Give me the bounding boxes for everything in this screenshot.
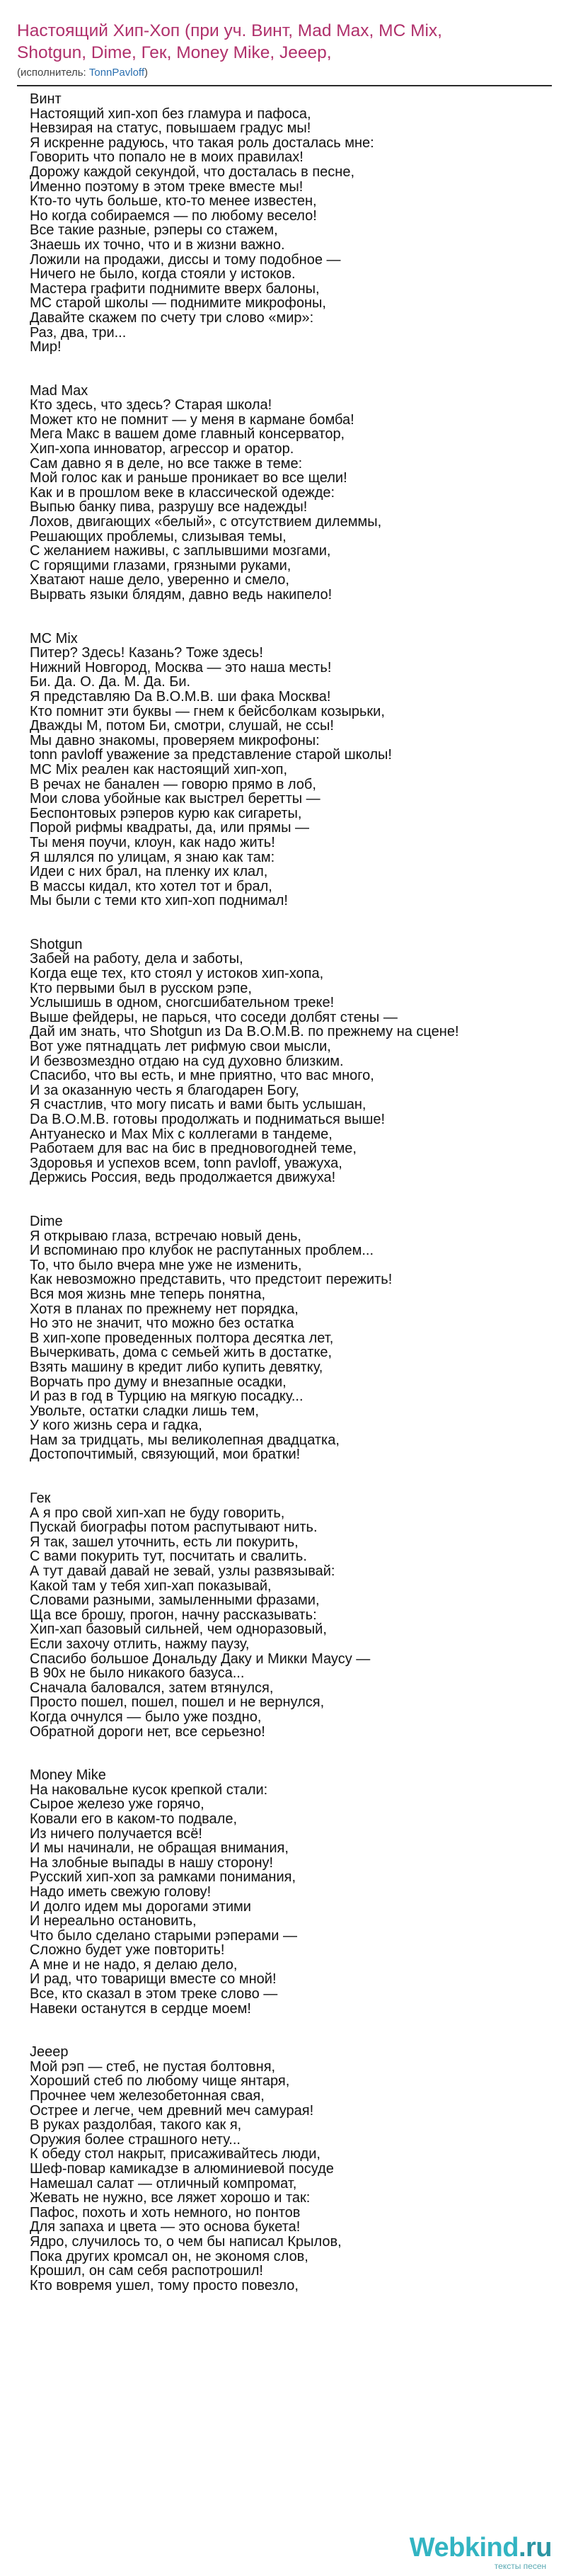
lyric-line: Хотя в планах по прежнему нет порядка,: [30, 1301, 299, 1317]
performer-link[interactable]: TonnPavloff: [88, 67, 144, 79]
lyric-line: И мы начинали, не обращая внимания,: [30, 1840, 289, 1857]
lyric-line: Сначала баловался, затем втянулся,: [30, 1680, 274, 1696]
lyric-line: Дважды М, потом Би, смотри, слушай, не ссы!: [30, 718, 334, 734]
lyric-line: И раз в год в Турцию на мягкую посадку...: [30, 1389, 304, 1405]
verse: [30, 384, 553, 603]
lyric-line: Как невозможно представить, что предстоит пережить!: [30, 1272, 393, 1288]
lyric-line: То, что было вчера мне уже не изменить,: [30, 1257, 302, 1273]
lyric-line: Сложно будет уже повторить!: [30, 1942, 225, 1959]
lyric-line: Кто помнит эти буквы — гнем к бейсболкам козырьки,: [30, 703, 385, 719]
performer-label: (исполнитель:: [17, 67, 89, 79]
lyric-line: А тут давай давай не зевай, узлы развязывай:: [30, 1563, 335, 1580]
lyric-line: Хватают наше дело, уверенно и смело,: [30, 572, 289, 588]
verse: [30, 632, 553, 908]
song-title-line-1: Настоящий Хип-Хоп (при уч. Винт, Mad Max, MC Mix,: [17, 21, 442, 40]
header-divider: [17, 85, 552, 86]
lyric-line: И за оказанную честь я благодарен Богу,: [30, 1082, 299, 1098]
lyric-line: С горящими глазами, грязными руками,: [30, 557, 291, 574]
lyric-line: Идеи с них брал, на пленку их клал,: [30, 864, 268, 880]
lyric-line: И нереально остановить,: [30, 1913, 197, 1930]
lyric-line: И долго идем мы дорогами этими: [30, 1898, 251, 1915]
lyric-line: Обратной дороги нет, все серьезно!: [30, 1723, 265, 1740]
lyric-line: Раз, два, три...: [30, 324, 127, 341]
lyric-line: МС старой школы — поднимите микрофоны,: [30, 295, 326, 312]
lyric-line: Порой рифмы квадраты, да, или прямы —: [30, 820, 310, 836]
lyric-line: Я представляю Da B.O.M.B. ши фака Москва!: [30, 688, 331, 705]
lyric-line: Я искренне радуюсь, что такая роль досталась мне:: [30, 135, 374, 151]
lyric-line: А мне и не надо, я делаю дело,: [30, 1956, 238, 1973]
lyric-line: Кто вовремя ушел, тому просто повезло,: [30, 2277, 299, 2293]
lyric-line: Взять машину в кредит либо купить девятку,: [30, 1359, 323, 1375]
lyric-line: tonn pavloff уважение за представление старой школы!: [30, 747, 392, 763]
lyric-line: Я открываю глаза, встречаю новый день,: [30, 1228, 301, 1244]
webkind-watermark: [410, 2534, 552, 2570]
lyric-line: Крошил, он сам себя распотрошил!: [30, 2263, 263, 2279]
lyric-line: Какой там у тебя хип-хап показывай,: [30, 1578, 272, 1594]
lyric-line: И вспоминаю про клубок не распутанных проблем...: [30, 1243, 374, 1259]
lyric-line: Вся моя жизнь мне теперь понятна,: [30, 1286, 266, 1302]
lyric-line: Пускай биографы потом распутывают нить.: [30, 1520, 318, 1536]
performer-info: [17, 67, 552, 79]
lyric-line: Я так, зашел уточнить, есть ли покурить,: [30, 1534, 299, 1550]
verse: [30, 1214, 553, 1462]
lyric-line: Выпью банку пива, разрушу все надежды!: [30, 499, 308, 515]
lyric-line: Держись Россия, ведь продолжается движуха!: [30, 1170, 336, 1186]
lyric-line: Выше фейдеры, не парься, что соседи долбят стены —: [30, 1009, 398, 1025]
lyric-line: Ядро, случилось то, о чем бы написал Крылов,: [30, 2233, 342, 2250]
verse-performer: Shotgun: [30, 936, 83, 952]
lyric-line: Давайте скажем по счету три слово «мир»:: [30, 309, 314, 326]
lyric-line: Нижний Новгород, Москва — это наша месть!: [30, 659, 332, 676]
lyric-line: Мир!: [30, 339, 62, 355]
lyric-line: У кого жизнь сера и гадка,: [30, 1418, 202, 1434]
lyric-line: Говорить что попало не в моих правилах!: [30, 149, 304, 166]
lyric-line: Что было сделано старыми рэперами —: [30, 1927, 298, 1944]
lyric-line: Ворчать про думу и внезапные осадки,: [30, 1374, 287, 1390]
verse-performer: Money Mike: [30, 1767, 106, 1784]
lyric-line: Дай им знать, что Shotgun из Da B.O.M.B. по прежнему на сцене!: [30, 1024, 459, 1040]
lyric-line: Ложили на продажи, диссы и тому подобное —: [30, 251, 341, 268]
lyric-line: Кто первыми был в русском рэпе,: [30, 980, 252, 996]
lyric-line: Просто пошел, пошел, пошел и не вернулся,: [30, 1694, 325, 1711]
lyric-line: Хип-хап базовый сильней, чем одноразовый,: [30, 1622, 327, 1638]
lyric-line: Увольте, остатки сладки лишь тем,: [30, 1403, 259, 1419]
lyric-line: Я шлялся по улицам, я знаю как там:: [30, 849, 275, 865]
verse: [30, 1491, 553, 1739]
lyric-line: Дорожу каждой секундой, что досталась в песне,: [30, 164, 355, 180]
lyric-line: Мои слова убойные как выстрел беретты —: [30, 791, 320, 807]
verse-performer: Гек: [30, 1491, 51, 1507]
verse-performer: Dime: [30, 1213, 63, 1229]
lyric-line: Вырвать языки блядям, давно ведь накипело!: [30, 587, 333, 603]
lyric-line: MC Mix реален как настоящий хип-хоп,: [30, 761, 288, 777]
lyric-line: В 90х не было никакого базуса...: [30, 1665, 245, 1682]
lyric-line: И рад, что товарищи вместе со мной!: [30, 1971, 277, 1988]
lyric-line: Услышишь в одном, сногсшибательном треке!: [30, 995, 335, 1011]
lyric-line: Когда очнулся — было уже поздно,: [30, 1709, 262, 1725]
lyric-line: И безвозмездно отдаю на суд духовно близким.: [30, 1053, 344, 1069]
watermark-brand: Webkind: [409, 2533, 519, 2563]
lyric-line: Нам за тридцать, мы великолепная двадцатка,: [30, 1432, 340, 1448]
song-title-line-2: Shotgun, Dime, Гек, Money Mike, Jeeep,: [17, 43, 332, 62]
lyric-line: Может кто не помнит — у меня в кармане бомба!: [30, 411, 354, 428]
lyric-line: Все такие разные, рэперы со стажем,: [30, 222, 278, 239]
lyric-line: Но это не значит, что можно без остатка: [30, 1316, 294, 1332]
lyric-line: Но когда собираемся — по любому весело!: [30, 207, 317, 224]
lyric-line: В речах не банален — говорю прямо в лоб,: [30, 776, 316, 792]
lyric-line: Здоровья и успехов всем, tonn pavloff, уважуха,: [30, 1155, 342, 1171]
lyric-line: Жевать не нужно, все ляжет хорошо и так:: [30, 2190, 311, 2206]
performer-close: ): [144, 67, 148, 79]
verse-performer: Винт: [30, 91, 62, 107]
lyric-line: Надо иметь свежую голову!: [30, 1883, 212, 1900]
verse: [30, 92, 553, 355]
lyric-line: Намешал салат — отличный компромат,: [30, 2175, 297, 2192]
lyric-line: Невзирая на статус, повышаем градус мы!: [30, 120, 311, 137]
lyric-line: С вами покурить тут, посчитать и свалить.: [30, 1549, 307, 1565]
lyric-line: Достопочтимый, связующий, мои братки!: [30, 1447, 301, 1463]
lyric-line: Антуанеско и Max Mix с коллегами в тандеме,: [30, 1126, 333, 1142]
verse-performer: Jeeep: [30, 2044, 69, 2061]
lyric-line: Мега Макс в вашем доме главный консерватор,: [30, 426, 345, 443]
watermark-logo: [410, 2534, 552, 2562]
lyric-line: Мы давно знакомы, проверяем микрофоны:: [30, 732, 320, 748]
lyric-line: Оружия более страшного нету...: [30, 2131, 241, 2148]
lyric-line: Кто-то чуть больше, кто-то менее известен,: [30, 193, 317, 210]
lyric-line: А я про свой хип-хап не буду говорить,: [30, 1505, 285, 1521]
lyric-line: Прочнее чем железобетонная свая,: [30, 2088, 265, 2104]
lyric-line: Ща все брошу, прогон, начну рассказывать:: [30, 1607, 317, 1623]
lyric-line: Сам давно я в деле, но все также в теме:: [30, 455, 303, 472]
verse: [30, 2045, 553, 2293]
lyric-line: Мастера графити поднимите вверх балоны,: [30, 280, 320, 297]
verse-performer: Mad Max: [30, 382, 88, 399]
lyric-line: Пока других кромсал он, не экономя слов,: [30, 2248, 308, 2264]
lyric-line: К обеду стол накрыт, присаживайтесь люди,: [30, 2146, 320, 2162]
lyric-line: Питер? Здесь! Казань? Тоже здесь!: [30, 645, 263, 661]
lyric-line: Спасибо большое Дональду Даку и Микки Маусу —: [30, 1651, 371, 1667]
lyric-line: Сырое железо уже горячо,: [30, 1796, 204, 1813]
lyric-line: На наковальне кусок крепкой стали:: [30, 1782, 268, 1798]
verse-performer: MC Mix: [30, 630, 78, 646]
lyric-line: Хип-хопа инноватор, агрессор и оратор.: [30, 441, 294, 457]
lyric-line: Шеф-повар камикадзе в алюминиевой посуде: [30, 2161, 334, 2177]
lyric-line: Работаем для вас на бис в предновогодней теме,: [30, 1141, 357, 1157]
lyric-line: Когда еще тех, кто стоял у истоков хип-хопа,: [30, 966, 324, 982]
lyric-line: Именно поэтому в этом треке вместе мы!: [30, 178, 304, 195]
verse: [30, 937, 553, 1185]
page-header: [17, 20, 552, 79]
lyric-line: Вот уже пятнадцать лет рифмую свои мысли,: [30, 1039, 331, 1055]
lyric-line: Вычеркивать, дома с семьей жить в достатке,: [30, 1345, 333, 1361]
lyric-line: Лохов, двигающих «белый», с отсутствием дилеммы,: [30, 514, 382, 530]
lyric-line: Хороший стеб по любому чище янтаря,: [30, 2073, 290, 2090]
lyric-line: Ты меня поучи, клоун, как надо жить!: [30, 834, 275, 850]
lyric-line: Кто здесь, что здесь? Старая школа!: [30, 397, 272, 414]
lyric-line: Мы были с теми кто хип-хоп поднимал!: [30, 893, 288, 909]
lyric-line: Забей на работу, дела и заботы,: [30, 951, 243, 967]
lyric-line: Da B.O.M.B. готовы продолжать и подниматься выше!: [30, 1112, 386, 1127]
lyric-line: Если захочу отлить, нажму паузу,: [30, 1636, 250, 1652]
lyric-line: Знаешь их точно, что и в жизни важно.: [30, 236, 285, 253]
lyric-line: Ничего не было, когда стояли у истоков.: [30, 266, 296, 283]
lyric-line: Для запаха и цвета — это основа букета!: [30, 2219, 301, 2235]
lyric-line: Пафос, похоть и хоть немного, но понтов: [30, 2204, 301, 2221]
lyric-line: В хип-хопе проведенных полтора десятка лет,: [30, 1330, 334, 1346]
watermark-subtitle: тексты песен: [494, 2561, 547, 2571]
lyric-line: Мой голос как и раньше проникает во все щели!: [30, 470, 347, 486]
watermark-tld: .ru: [518, 2533, 552, 2563]
lyric-line: Решающих проблемы, слизывая темы,: [30, 528, 287, 545]
lyric-line: Ковали его в каком-то подвале,: [30, 1811, 238, 1827]
verse: [30, 1768, 553, 2016]
lyric-line: Беспонтовых рэперов курю как сигареты,: [30, 805, 302, 821]
lyric-line: Настоящий хип-хоп без гламура и пафоса,: [30, 106, 311, 122]
lyric-line: Из ничего получается всё!: [30, 1825, 202, 1842]
song-title: [17, 20, 552, 64]
lyric-line: Словами разными, замыленными фразами,: [30, 1592, 320, 1609]
lyric-line: Как и в прошлом веке в классической одежде:: [30, 484, 335, 501]
lyric-line: Навеки останутся в сердце моем!: [30, 2000, 251, 2017]
lyric-line: Острее и легче, чем древний меч самурая!: [30, 2102, 314, 2119]
lyric-line: Би. Да. О. Да. М. Да. Би.: [30, 674, 191, 690]
lyrics-body: [30, 92, 553, 2293]
lyric-line: Мой рэп — стеб, не пустая болтовня,: [30, 2058, 276, 2075]
lyric-line: Все, кто сказал в этом треке слово —: [30, 1986, 278, 2002]
lyric-line: На злобные выпады в нашу сторону!: [30, 1854, 274, 1871]
lyric-line: Спасибо, что вы есть, и мне приятно, что вас много,: [30, 1068, 374, 1084]
lyric-line: С желанием наживы, с заплывшими мозгами,: [30, 543, 331, 559]
lyric-line: В руках раздолбая, такого как я,: [30, 2117, 242, 2133]
lyric-line: Я счастлив, что могу писать и вами быть услышан,: [30, 1097, 366, 1113]
lyric-line: Русский хип-хоп за рамками понимания,: [30, 1869, 296, 1886]
lyric-line: В массы кидал, кто хотел тот и брал,: [30, 878, 272, 894]
